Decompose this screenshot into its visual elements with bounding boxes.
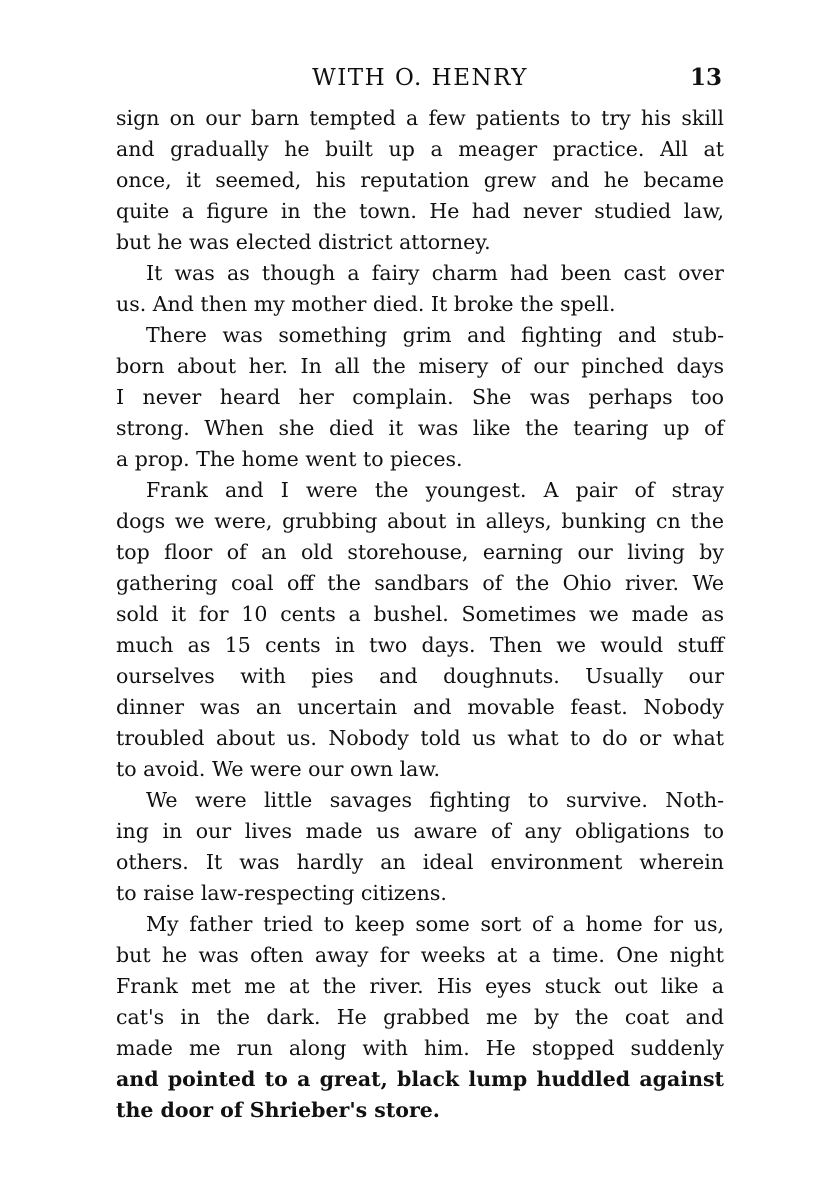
text-line: others. It was hardly an ideal environment wherein (116, 850, 724, 874)
text-line: troubled about us. Nobody told us what to do or what (116, 726, 724, 750)
text-line: dinner was an uncertain and movable feast. Nobody (116, 695, 724, 719)
page-number: 13 (689, 64, 722, 91)
text-line: Frank and I were the youngest. A pair of stray (146, 478, 724, 502)
text-line: gathering coal off the sandbars of the Ohio river. We (116, 571, 724, 595)
text-line: to avoid. We were our own law. (116, 757, 441, 781)
text-line: strong. When she died it was like the tearing up of (116, 416, 724, 440)
text-line: I never heard her complain. She was perhaps too (116, 385, 724, 409)
text-line: There was something grim and fighting and stub- (146, 323, 724, 347)
text-line: My father tried to keep some sort of a home for us, (146, 912, 724, 936)
text-line: quite a figure in the town. He had never studied law, (116, 199, 724, 223)
text-line: We were little savages fighting to survive. Noth- (146, 788, 724, 812)
body-text (116, 103, 724, 1126)
text-line: ourselves with pies and doughnuts. Usually our (116, 664, 724, 688)
text-line: us. And then my mother died. It broke the spell. (116, 292, 616, 316)
text-line: once, it seemed, his reputation grew and he became (116, 168, 724, 192)
text-line: much as 15 cents in two days. Then we would stuff (116, 633, 724, 657)
text-line: sold it for 10 cents a bushel. Sometimes we made as (116, 602, 724, 626)
text-line: but he was often away for weeks at a time. One night (116, 943, 724, 967)
text-line: sign on our barn tempted a few patients to try his skill (116, 106, 724, 130)
text-line: and pointed to a great, black lump huddled against (116, 1067, 724, 1091)
text-line: and gradually he built up a meager practice. All at (116, 137, 724, 161)
text-line: It was as though a fairy charm had been cast over (146, 261, 724, 285)
text-line: made me run along with him. He stopped suddenly (116, 1036, 724, 1060)
text-line: Frank met me at the river. His eyes stuck out like a (116, 974, 724, 998)
text-line: but he was elected district attorney. (116, 230, 491, 254)
running-title: WITH O. HENRY (312, 65, 528, 91)
text-line: to raise law-respecting citizens. (116, 881, 447, 905)
text-line: top floor of an old storehouse, earning our living by (116, 540, 724, 564)
running-head (116, 60, 724, 96)
text-line: born about her. In all the misery of our pinched days (116, 354, 724, 378)
text-line: a prop. The home went to pieces. (116, 447, 463, 471)
text-line: cat's in the dark. He grabbed me by the coat and (116, 1005, 724, 1029)
text-line: dogs we were, grubbing about in alleys, bunking cn the (116, 509, 724, 533)
text-line: the door of Shrieber's store. (116, 1098, 440, 1122)
text-line: ing in our lives made us aware of any obligations to (116, 819, 724, 843)
